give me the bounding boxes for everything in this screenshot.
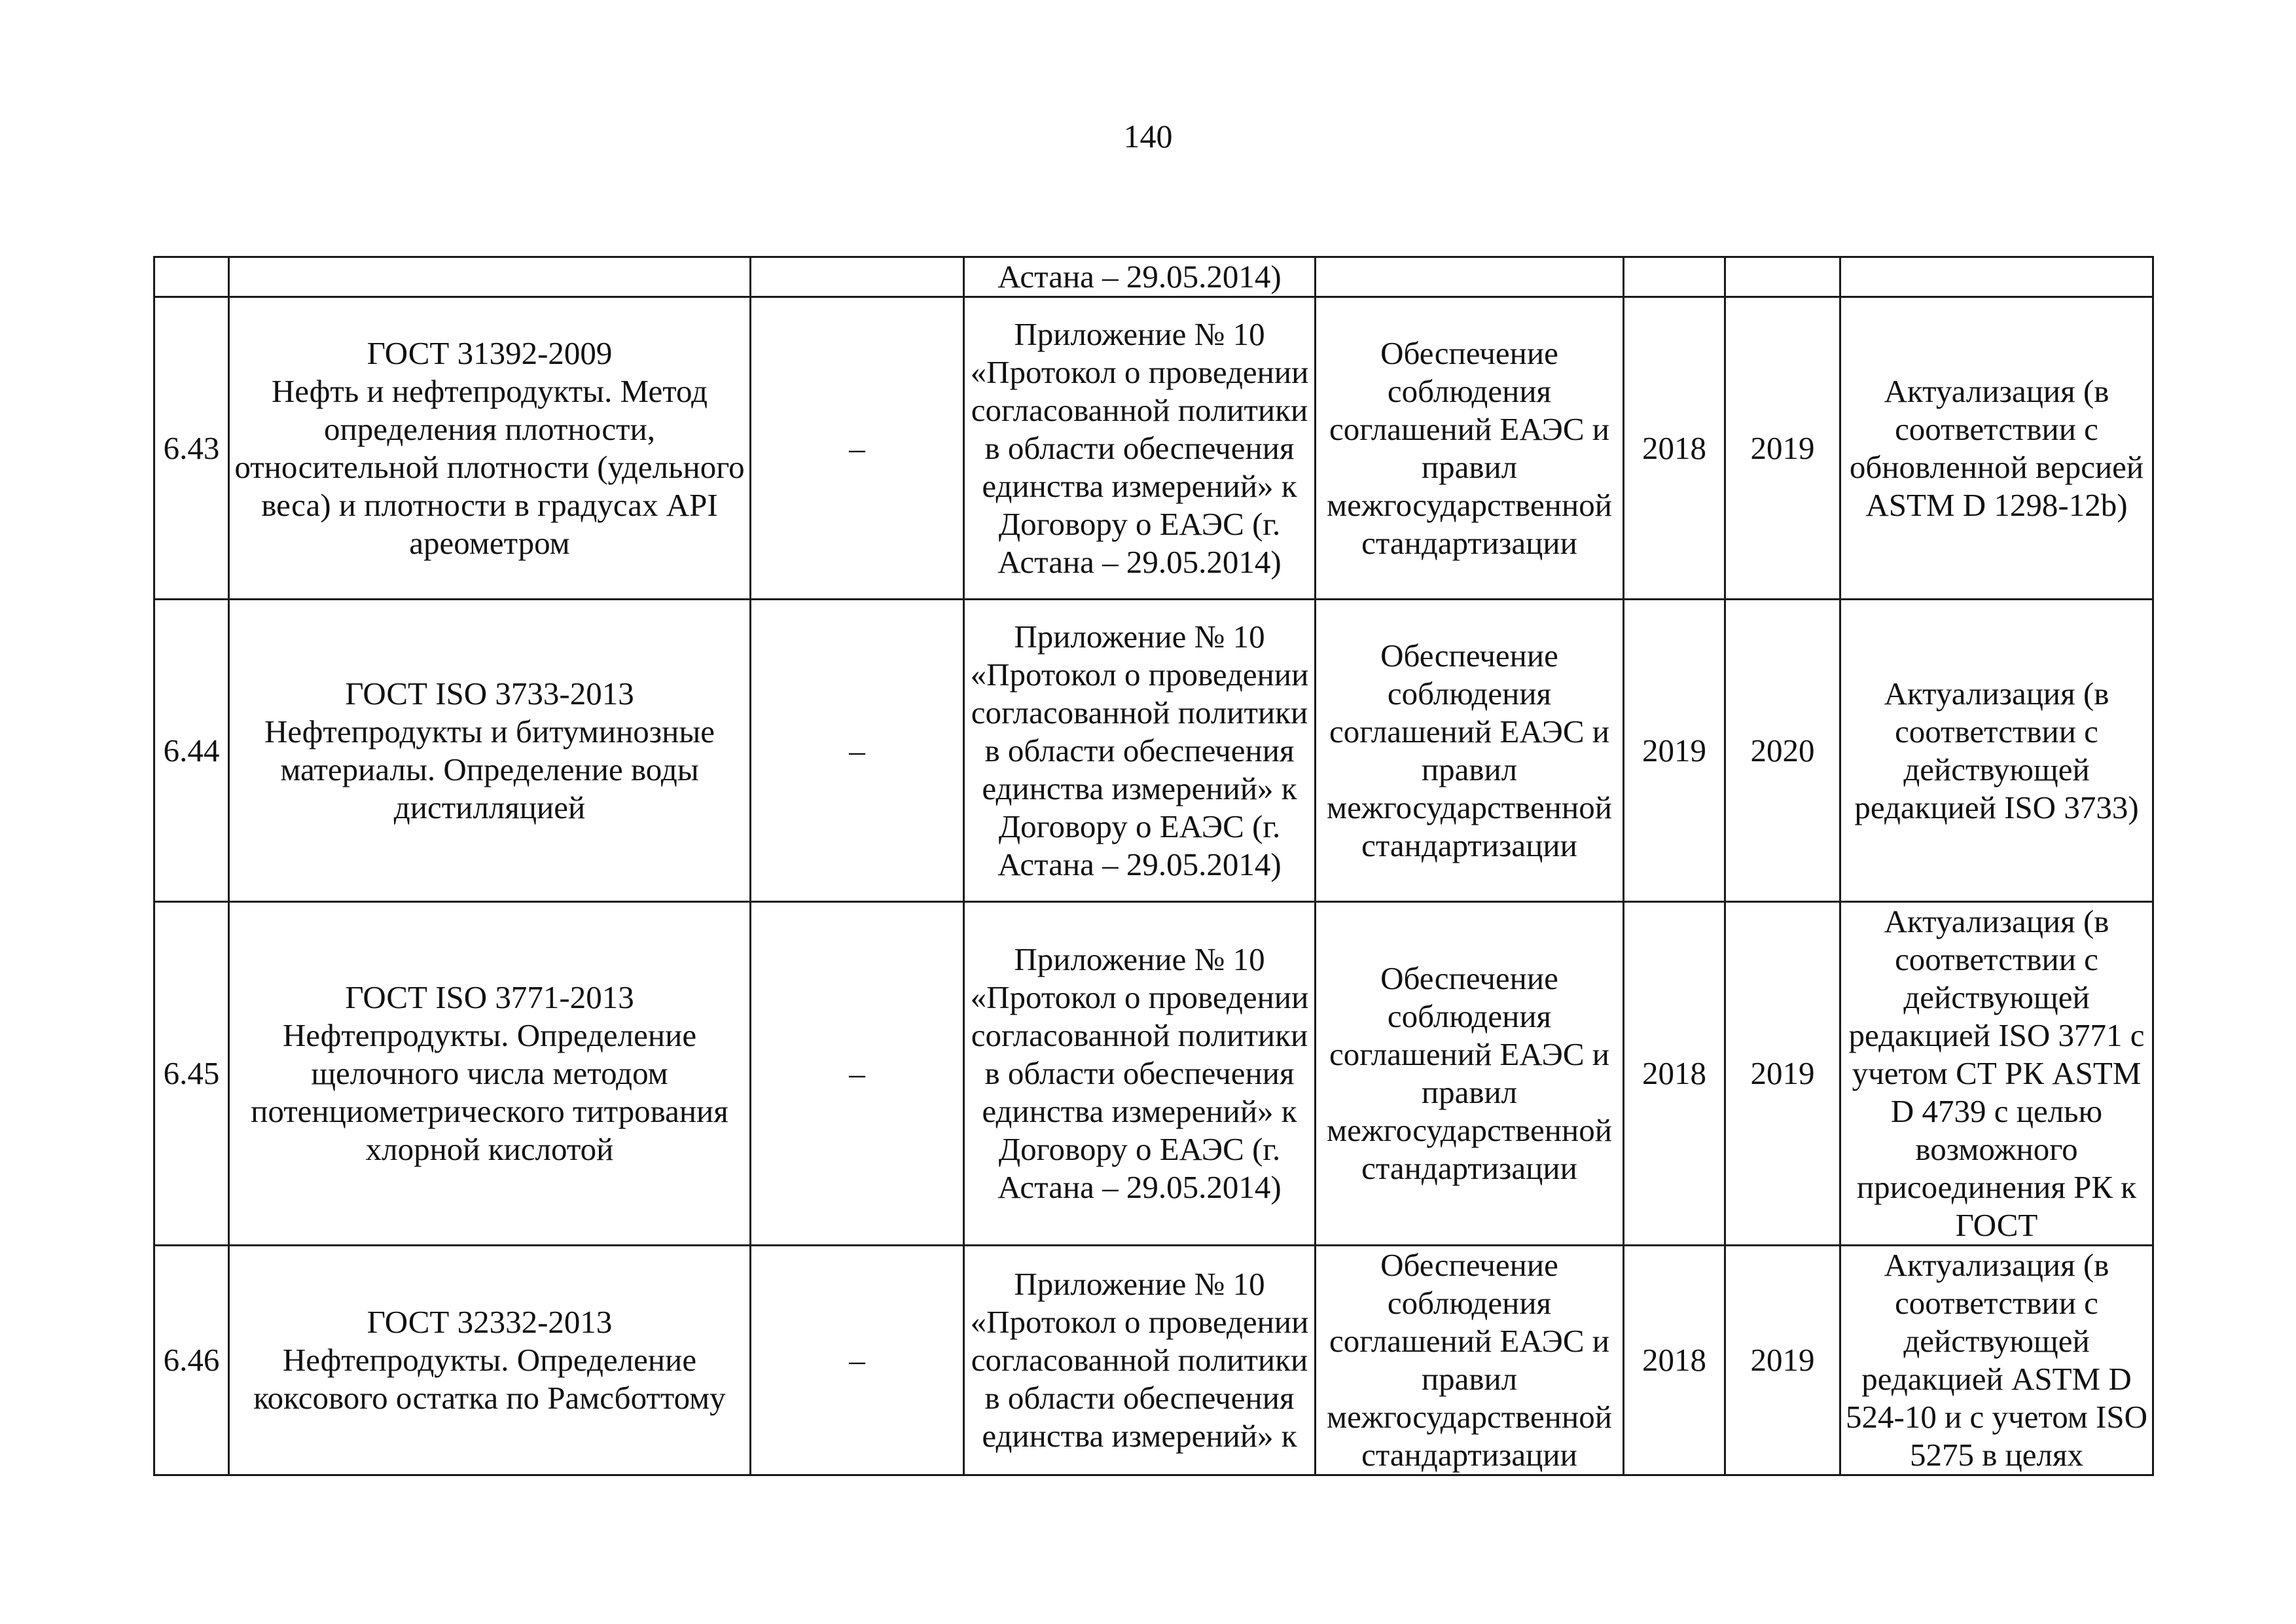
cell-agreement: Приложение № 10 «Протокол о проведении согласованной политики в области обеспечения единства измерений» к Договору о ЕАЭС (г. Астана – 29.05.2014) [964, 600, 1316, 902]
cell-note: Актуализация (в соответствии с действующей редакцией ISO 3733) [1840, 600, 2153, 902]
cell-note: Актуализация (в соответствии с действующей редакцией ISO 3771 с учетом СТ РК ASTM D 4739 с целью возможного присоединения РК к ГОСТ [1840, 902, 2153, 1246]
cell-end-year: 2019 [1725, 1246, 1840, 1475]
cell-note: Актуализация (в соответствии с действующей редакцией ASTM D 524-10 и с учетом ISO 5275 в целях [1840, 1246, 2153, 1475]
cell-end-year [1725, 257, 1840, 297]
cell-note [1840, 257, 2153, 297]
cell-agreement: Приложение № 10 «Протокол о проведении согласованной политики в области обеспечения единства измерений» к Договору о ЕАЭС (г. Астана – 29.05.2014) [964, 297, 1316, 600]
cell-agreement [964, 257, 1316, 297]
cell-end-year: 2019 [1725, 297, 1840, 600]
cell-purpose: Обеспечение соблюдения соглашений ЕАЭС и правил межгосударственной стандартизации [1316, 297, 1624, 600]
cell-standard [229, 257, 751, 297]
cell-num: 6.45 [154, 902, 229, 1246]
cell-dash: – [751, 297, 964, 600]
standards-table [153, 256, 2154, 1476]
cell-start-year: 2019 [1624, 600, 1725, 902]
cell-dash [751, 257, 964, 297]
cell-agreement: Приложение № 10 «Протокол о проведении согласованной политики в области обеспечения единства измерений» к Договору о ЕАЭС (г. Астана – 29.05.2014) [964, 902, 1316, 1246]
cell-start-year: 2018 [1624, 1246, 1725, 1475]
cell-num: 6.43 [154, 297, 229, 600]
table-row-continuation [154, 257, 2153, 297]
page-number: 140 [1123, 118, 1173, 154]
cell-dash: – [751, 600, 964, 902]
cell-standard: ГОСТ 32332-2013 Нефтепродукты. Определение коксового остатка по Рамсботтому [229, 1246, 751, 1475]
cell-end-year: 2019 [1725, 902, 1840, 1246]
cell-dash: – [751, 902, 964, 1246]
cell-standard: ГОСТ 31392-2009 Нефть и нефтепродукты. Метод определения плотности, относительной плотности (удельного веса) и плотности в градусах API ареометром [229, 297, 751, 600]
cell-purpose: Обеспечение соблюдения соглашений ЕАЭС и правил межгосударственной стандартизации [1316, 902, 1624, 1246]
cell-purpose [1316, 257, 1624, 297]
cell-start-year [1624, 257, 1725, 297]
cell-standard: ГОСТ ISO 3733-2013 Нефтепродукты и битуминозные материалы. Определение воды дистилляцией [229, 600, 751, 902]
table-row [154, 902, 2153, 1246]
cell-dash: – [751, 1246, 964, 1475]
cell-num [154, 257, 229, 297]
cell-agreement: Приложение № 10 «Протокол о проведении согласованной политики в области обеспечения единства измерений» к [964, 1246, 1316, 1475]
cell-purpose: Обеспечение соблюдения соглашений ЕАЭС и правил межгосударственной стандартизации [1316, 1246, 1624, 1475]
table-row [154, 297, 2153, 600]
cell-standard: ГОСТ ISO 3771-2013 Нефтепродукты. Определение щелочного числа методом потенциометрического титрования хлорной кислотой [229, 902, 751, 1246]
table-row [154, 600, 2153, 902]
cell-end-year: 2020 [1725, 600, 1840, 902]
cell-start-year: 2018 [1624, 902, 1725, 1246]
cell-num: 6.46 [154, 1246, 229, 1475]
cell-purpose: Обеспечение соблюдения соглашений ЕАЭС и правил межгосударственной стандартизации [1316, 600, 1624, 902]
cell-num: 6.44 [154, 600, 229, 902]
agreement-text: Астана – 29.05.2014) [997, 259, 1282, 295]
cell-note: Актуализация (в соответствии с обновленной версией ASTM D 1298-12b) [1840, 297, 2153, 600]
cell-start-year: 2018 [1624, 297, 1725, 600]
table-row [154, 1246, 2153, 1475]
